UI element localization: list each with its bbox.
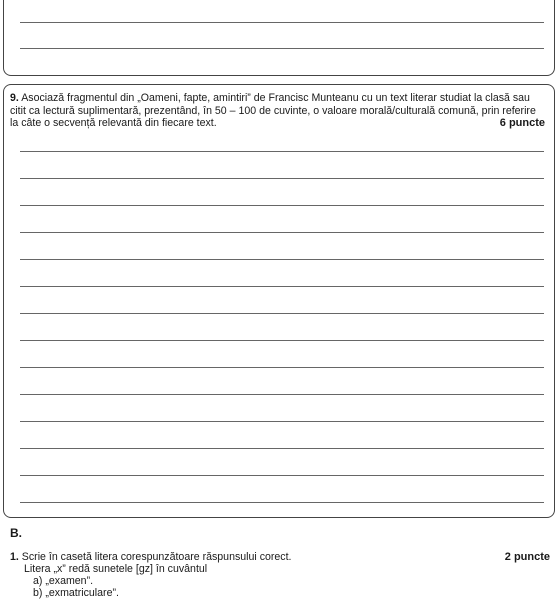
question-number: 1.: [10, 551, 19, 563]
answer-option-b[interactable]: b) „exmatriculare”.: [33, 587, 119, 599]
question-prompt: Asociază fragmentul din „Oameni, fapte, amintiri” de Francisc Munteanu cu un text literar studiat la clasă sau citit ca lectură suplimentară, prezentând, în 50 – 100 de cuvinte, o valoare morală/culturală comună, prin referire la câte o secvență relevantă din fiecare text.: [10, 92, 536, 130]
question-1: [10, 551, 550, 599]
answer-line[interactable]: [20, 151, 544, 152]
answer-line[interactable]: [20, 448, 544, 449]
answer-line: [20, 48, 544, 49]
answer-option-a[interactable]: a) „examen”.: [33, 575, 94, 587]
answer-line[interactable]: [20, 502, 544, 503]
answer-line[interactable]: [20, 232, 544, 233]
answer-line[interactable]: [20, 178, 544, 179]
section-b-heading: B.: [10, 526, 22, 540]
answer-line[interactable]: [20, 367, 544, 368]
answer-line: [20, 22, 544, 23]
answer-line[interactable]: [20, 205, 544, 206]
previous-answer-box: [3, 0, 555, 76]
question-number: 9.: [10, 92, 19, 104]
answer-line[interactable]: [20, 475, 544, 476]
answer-line[interactable]: [20, 259, 544, 260]
answer-line[interactable]: [20, 286, 544, 287]
question-prompt: Scrie în casetă litera corespunzătoare răspunsului corect.: [21, 551, 292, 563]
question-9-box: [3, 84, 555, 518]
answer-line[interactable]: [20, 340, 544, 341]
answer-line[interactable]: [20, 421, 544, 422]
question-9-text: [10, 92, 546, 130]
question-points: 2 puncte: [504, 551, 550, 563]
question-points: 6 puncte: [499, 117, 545, 129]
question-subprompt: Litera „x” redă sunetele [gz] în cuvântul: [24, 563, 208, 575]
answer-line[interactable]: [20, 394, 544, 395]
answer-line[interactable]: [20, 313, 544, 314]
